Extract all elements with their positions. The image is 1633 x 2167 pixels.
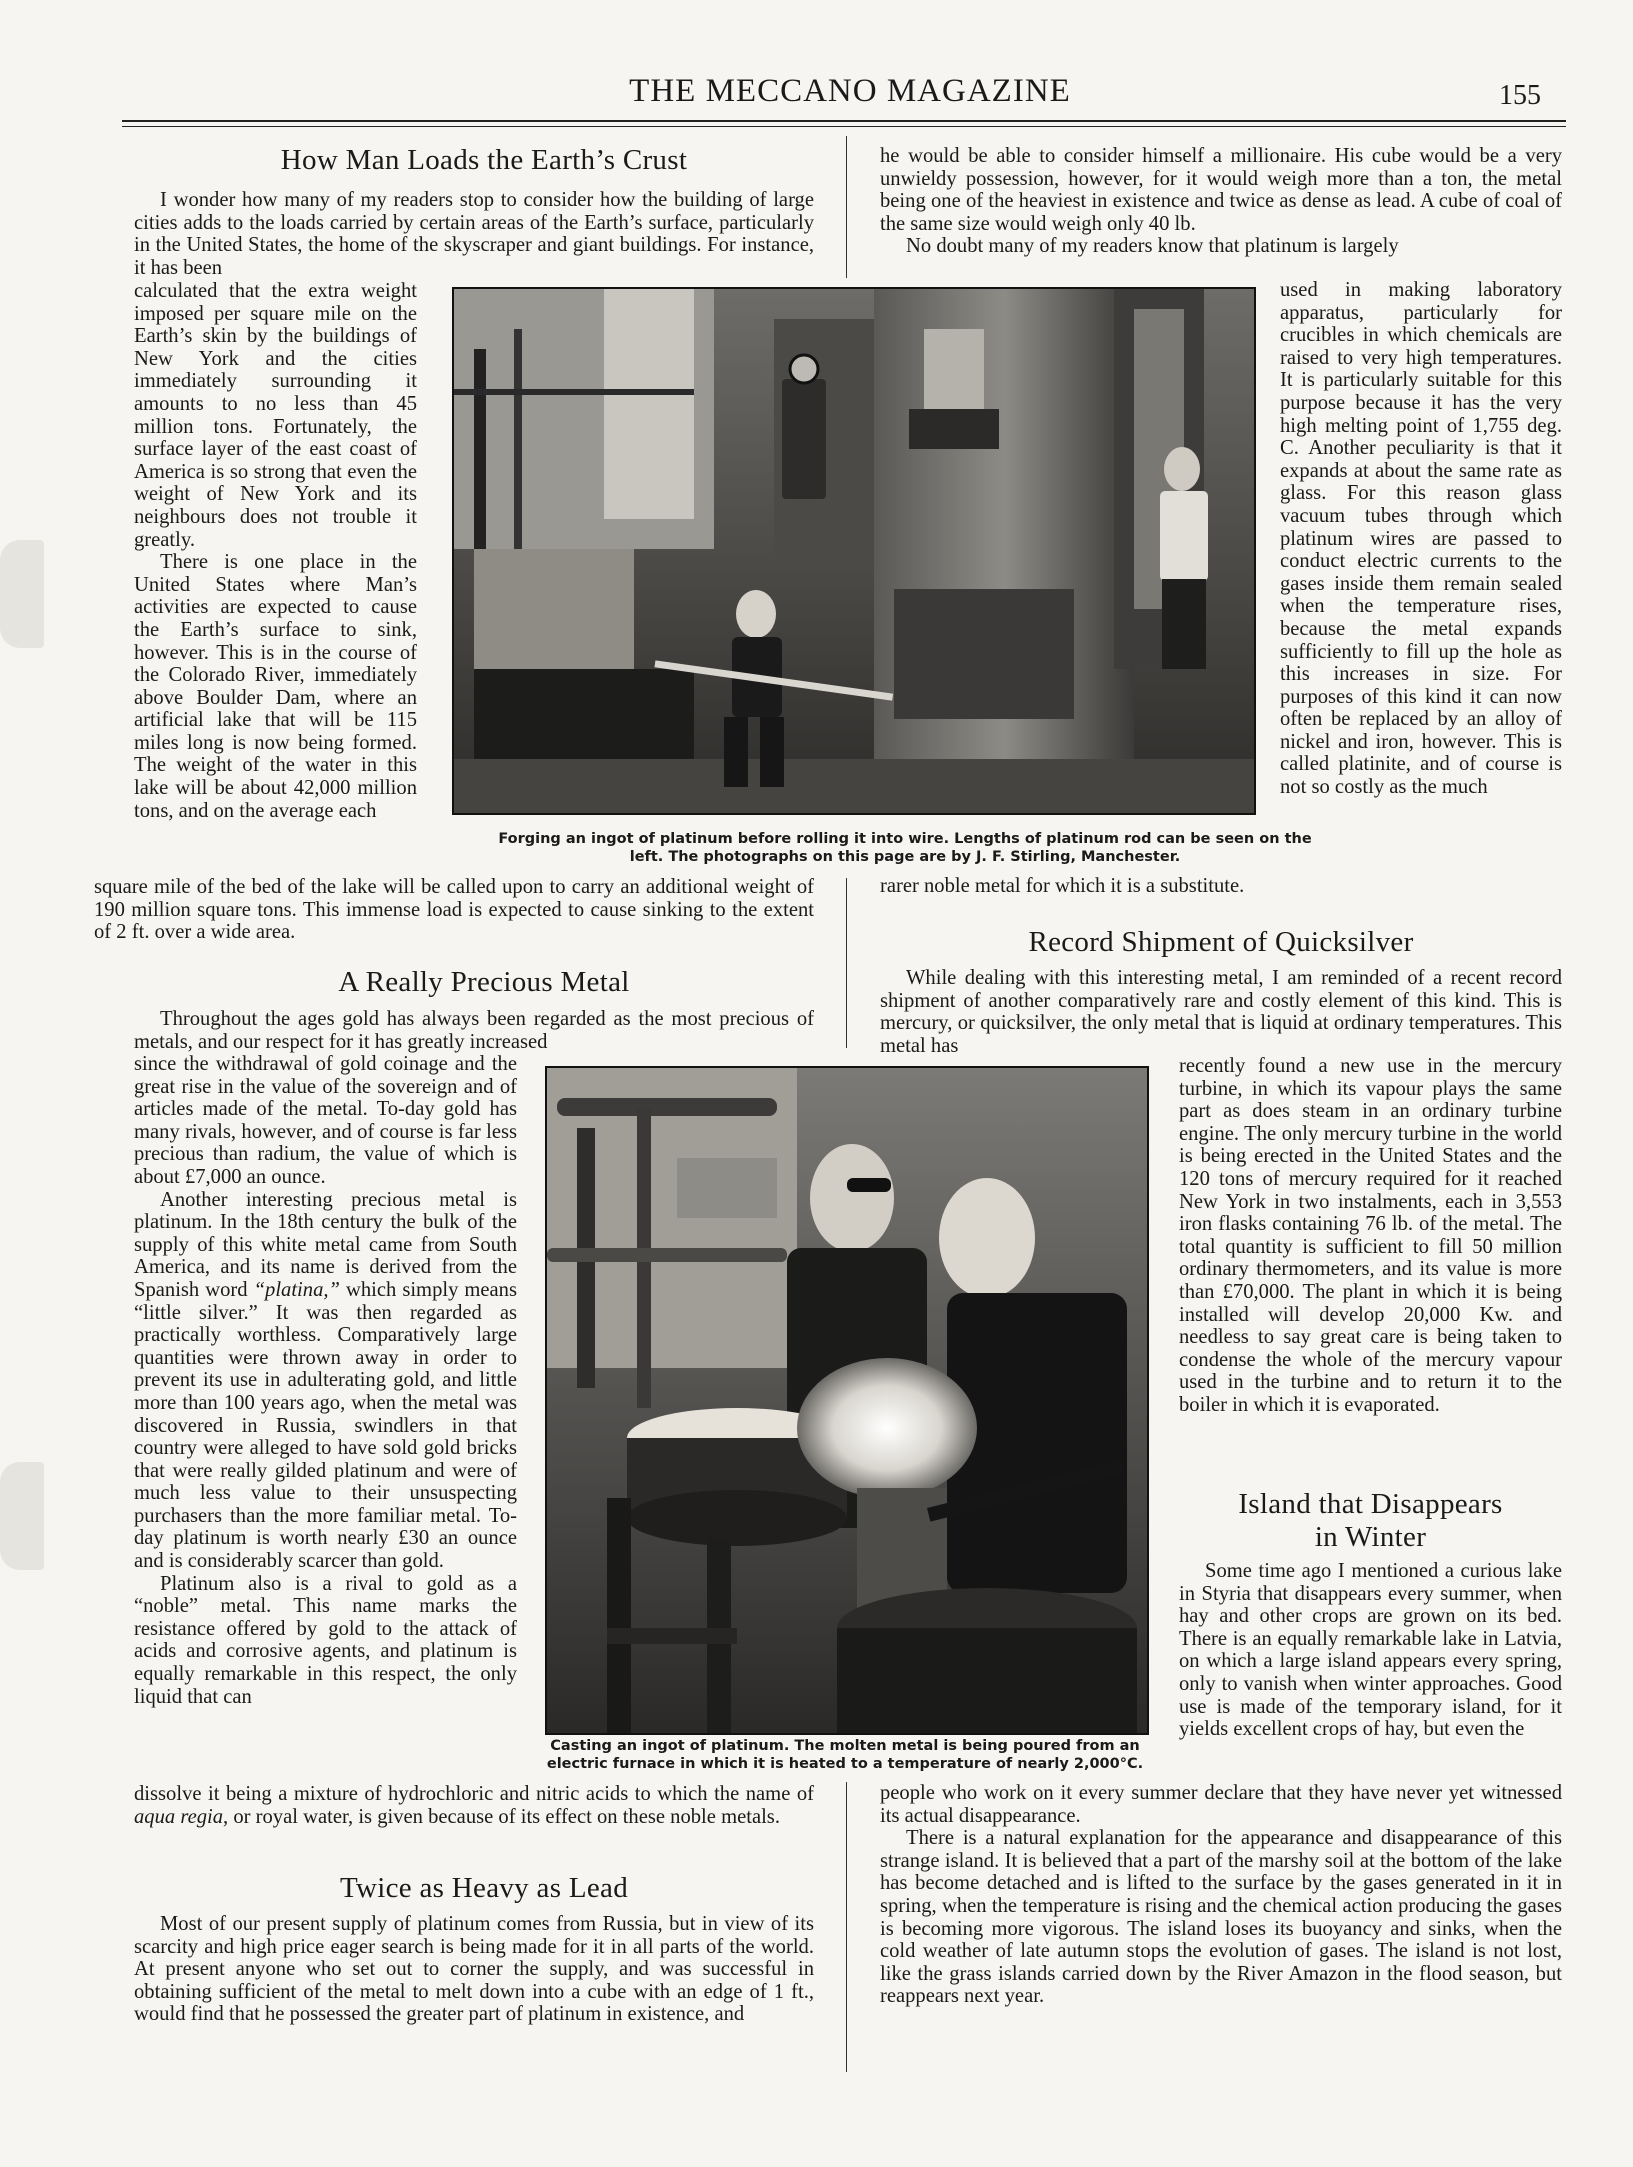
island-narrow <box>1179 1560 1562 1741</box>
precious-intro <box>134 1008 814 1053</box>
crust-intro <box>134 189 814 279</box>
heavy-paragraph: Most of our present supply of platinum comes from Russia, but in view of its scarcity and high price eager search is being made for it in all parts of the world. At present anyone who set out to corner the supply, and was successful in obtaining sufficient of the metal to melt down into a cube with an edge of 1 ft., would find that he possessed the greater part of platinum in existence, and <box>134 1913 814 2026</box>
precious-narrow <box>134 1053 517 1708</box>
header-rule <box>122 120 1566 122</box>
crust-paragraph: There is one place in the United States where Man’s activities are expected to cause the Earth’s surface to sink, however. This is in the course of the Colorado River, immediately above Boulder Dam, where an artificial lake that will be 115 miles long is now being formed. The weight of the water in this lake will be about 42,000 million tons, and on the average each <box>134 551 417 822</box>
heading-island-line1: Island that Disappears <box>1238 1488 1503 1520</box>
crust-narrow <box>134 280 417 822</box>
precious-outro <box>134 1783 814 1828</box>
quicksilver-narrow <box>1179 1055 1562 1417</box>
heading-twice-heavy: Twice as Heavy as Lead <box>340 1872 628 1904</box>
page-number: 155 <box>1499 80 1541 111</box>
caption-casting: Casting an ingot of platinum. The molten metal is being poured from an electric furnace in which it is heated to a temperature of nearly 2,000°C. <box>546 1738 1144 1772</box>
heading-island-line2: in Winter <box>1314 1521 1427 1553</box>
precious-paragraph: dissolve it being a mixture of hydrochloric and nitric acids to which the name of aqua regia, or royal water, is given because of its effect on these noble metals. <box>134 1783 814 1828</box>
header-rule-thin <box>122 126 1566 127</box>
quicksilver-paragraph: While dealing with this interesting metal, I am reminded of a recent record shipment of another comparatively rare and costly element of this kind. This is mercury, or quicksilver, the only metal that is liquid at ordinary temperatures. This metal has <box>880 967 1562 1057</box>
heading-quicksilver: Record Shipment of Quicksilver <box>1028 926 1414 958</box>
precious-paragraph: Platinum also is a rival to gold as a “noble” metal. This name marks the resistance offered by gold to the attack of acids and corrosive agents, and platinum is equally remarkable in this respect, the only liquid that can <box>134 1572 517 1708</box>
casting-illustration <box>547 1068 1147 1733</box>
crust-paragraph: calculated that the extra weight imposed per square mile on the Earth’s skin by the buildings of New York and the cities immediately surrounding it amounts to no less than 45 million tons. Fortunately, the surface layer of the east coast of America is so strong that even the weight of New York and its neighbours does not trouble it greatly. <box>134 280 417 551</box>
binder-hole-bottom <box>0 1462 44 1570</box>
precious-paragraph: since the withdrawal of gold coinage and the great rise in the value of the sovereign and of articles made of the metal. To-day gold has many rivals, however, and of course is far less precious than radium, the value of which is about £7,000 an ounce. <box>134 1053 517 1188</box>
photo-casting-ingot <box>545 1066 1149 1735</box>
crust-paragraph: square mile of the bed of the lake will be called upon to carry an additional weight of 190 million square tons. This immense load is expected to cause sinking to the extent of 2 ft. over a wide area. <box>94 876 814 944</box>
heavy-paragraph: used in making laboratory apparatus, particularly for crucibles in which chemicals are raised to very high temperatures. It is particularly suitable for this purpose because it has the very high melting point of 1,755 deg. C. Another peculiarity is that it expands at about the same rate as glass. For this reason glass vacuum tubes through which platinum wires are passed to conduct electric currents to the gases inside them remain sealed when the temperature rises, because the metal expands sufficiently to fill up the hole as this increases in size. For purposes of this kind it can now often be replaced by an alloy of nickel and iron, however. This is called platinite, and of course is not so costly as the much <box>1280 279 1562 799</box>
heading-earths-crust: How Man Loads the Earth’s Crust <box>280 144 688 176</box>
column-divider <box>846 1782 847 2072</box>
heavy-left <box>134 1913 814 2026</box>
column-divider <box>846 136 847 278</box>
heading-island <box>1179 1488 1562 1554</box>
crust-paragraph: I wonder how many of my readers stop to consider how the building of large cities adds to the loads carried by certain areas of the Earth’s surface, particularly in the United States, the home of the skyscraper and giant buildings. For instance, it has been <box>134 189 814 279</box>
island-outro <box>880 1782 1562 2008</box>
aqua-regia-term: aqua regia <box>134 1805 224 1828</box>
heavy-paragraph: rarer noble metal for which it is a substitute. <box>880 875 1245 897</box>
island-paragraph: people who work on it every summer declare that they have never yet witnessed its actual disappearance. <box>880 1782 1562 1827</box>
island-paragraph: There is a natural explanation for the appearance and disappearance of this strange island. It is believed that a part of the marshy soil at the bottom of the lake has become detached and is lifted to the surface by the gases generated in it in spring, when the temperature is rising and the chemical action producing the gases is becoming more vigorous. The island loses its buoyancy and sinks, when the cold weather of late autumn stops the evolution of gases. The island is not lost, like the grass islands carried down by the River Amazon in the flood season, but reappears next year. <box>880 1827 1562 2008</box>
caption-forging: Forging an ingot of platinum before rolling it into wire. Lengths of platinum rod can be seen on the left. The photographs on this page are by J. F. Stirling, Manchester. <box>498 831 1312 865</box>
masthead-title: THE MECCANO MAGAZINE <box>629 73 1071 109</box>
binder-hole-top <box>0 540 44 648</box>
island-paragraph: Some time ago I mentioned a curious lake in Styria that disappears every summer, when hay and other crops are grown on its bed. There is an equally remarkable lake in Latvia, on which a large island appears every spring, only to vanish when winter approaches. Good use is made of the temporary island, for it yields excellent crops of hay, but even the <box>1179 1560 1562 1741</box>
forging-illustration <box>454 289 1254 813</box>
heavy-paragraph: he would be able to consider himself a millionaire. His cube would be a very unwieldy possession, however, for it would weigh more than a ton, the metal being one of the heaviest in existence and twice as dense as lead. A cube of coal of the same size would weigh only 40 lb. <box>880 145 1562 235</box>
heavy-end <box>880 875 1562 898</box>
heavy-narrow <box>1280 279 1562 799</box>
platina-word: “platina,” <box>253 1278 340 1301</box>
photo-forging-ingot <box>452 287 1256 815</box>
heading-precious-metal: A Really Precious Metal <box>338 966 630 998</box>
quicksilver-paragraph: recently found a new use in the mercury turbine, in which its vapour plays the same part as does steam in an ordinary turbine engine. The only mercury turbine in the world is being erected in the United States and the 120 tons of mercury required for it reached New York in two instalments, each in 3,553 iron flasks containing 76 lb. of the metal. The total quantity is sufficient to fill 50 million ordinary thermometers, and its value is more than £70,000. The plant in which it is being installed will develop 20,000 Kw. and needless to say great care is being taken to condense the whole of the mercury vapour used in the turbine and to return it to the boiler in which it is evaporated. <box>1179 1055 1562 1416</box>
crust-outro <box>94 876 814 944</box>
precious-paragraph: Throughout the ages gold has always been regarded as the most precious of metals, and our respect for it has greatly increased <box>134 1008 814 1053</box>
precious-paragraph: Another interesting precious metal is platinum. In the 18th century the bulk of the supply of this white metal came from South America, and its name is derived from the Spanish word “platina,” which simply means “little silver.” It was then regarded as practically worthless. Comparatively large quantities were thrown away in order to prevent its use in adulterating gold, and little more than 100 years ago, when the metal was discovered in Russia, swindlers in that country were alleged to have sold gold bricks that were really gilded platinum and were of much less value to their unsuspecting purchasers than the more familiar metal. To-day platinum is worth nearly £30 an ounce and is considerably scarcer than gold. <box>134 1188 517 1573</box>
heavy-right <box>880 145 1562 258</box>
quicksilver-intro <box>880 967 1562 1057</box>
heavy-paragraph: No doubt many of my readers know that platinum is largely <box>906 235 1399 258</box>
column-divider <box>846 878 847 1048</box>
